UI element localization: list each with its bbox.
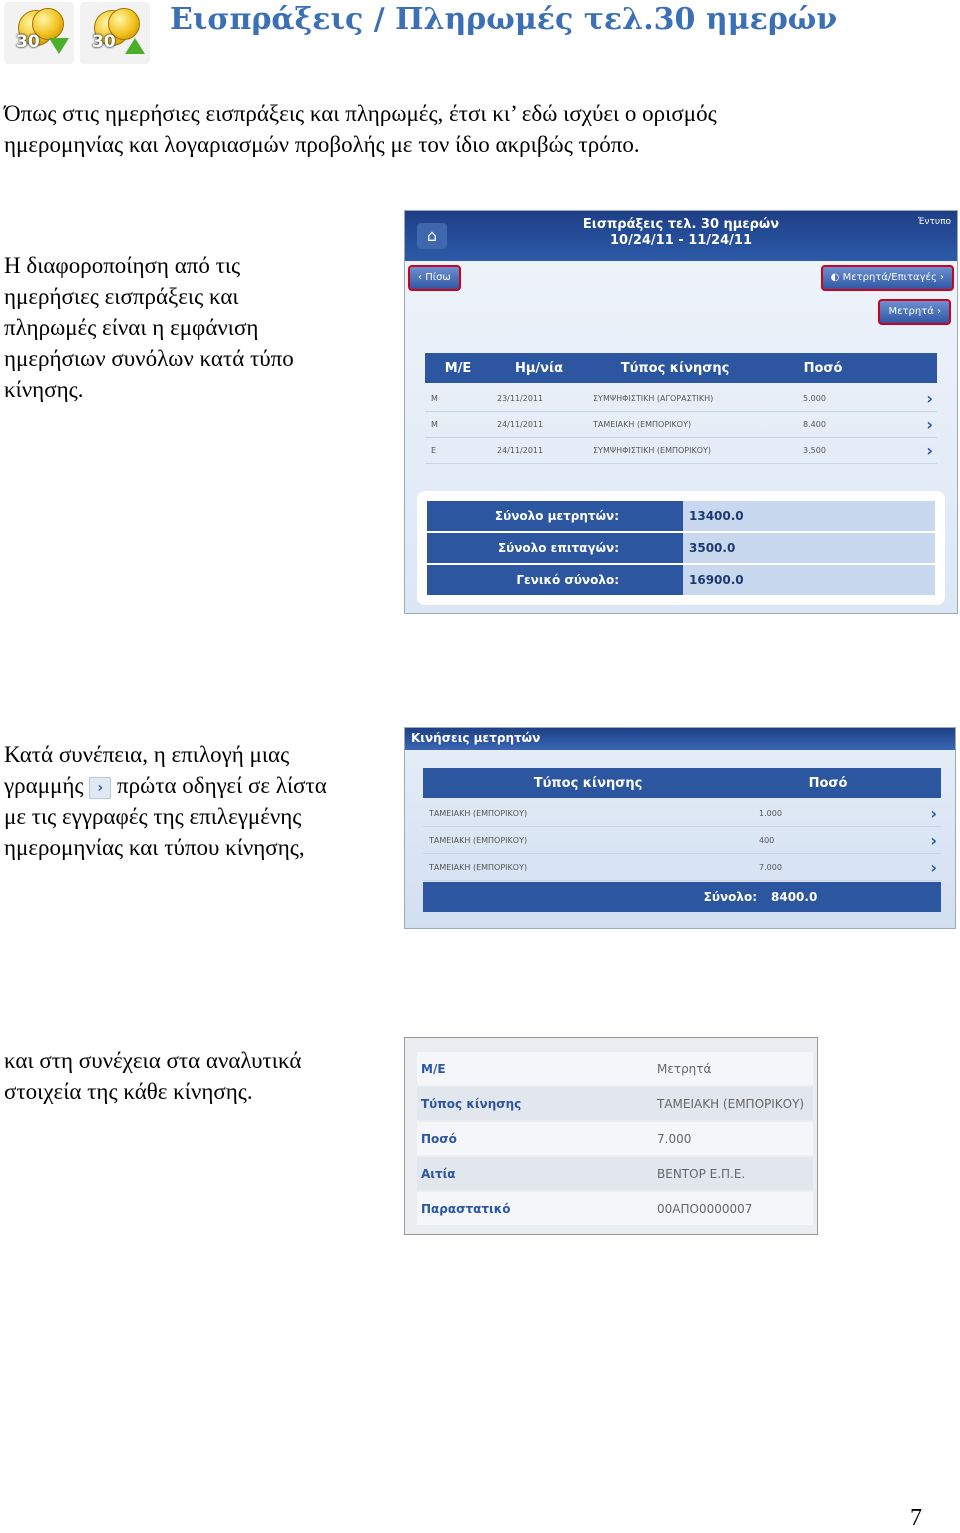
table-header: Τύπος κίνησης Ποσό [423,768,941,798]
coins-30-down-icon: 30 [4,2,74,64]
selection-paragraph: Κατά συνέπεια, η επιλογή μιας γραμμής › πρώτα οδηγεί σε λίστα με τις εγγραφές της επιλεγμένης ημερομηνίας και τύπου κίνησης, [4,742,327,860]
table-row[interactable]: Μ 24/11/2011 ΤΑΜΕΙΑΚΗ (ΕΜΠΟΡΙΚΟΥ) 8.400 › [425,411,937,438]
cash-cheques-button[interactable]: ◐ Μετρητά/Επιταγές › [821,265,954,291]
table-row[interactable]: Μ 23/11/2011 ΣΥΜΨΗΦΙΣΤΙΚΗ (ΑΓΟΡΑΣΤΙΚΗ) 5.000 › [425,385,937,412]
detail-row: Μ/Ε Μετρητά [417,1052,813,1085]
screen-title: Κινήσεις μετρητών [411,731,541,745]
total-row: Σύνολο μετρητών: 13400.0 [427,501,935,531]
detail-paragraph: και στη συνέχεια στα αναλυτικά στοιχεία της κάθε κίνησης. [4,1048,302,1104]
print-link[interactable]: Έντυπο [917,217,951,227]
chevron-right-icon: › [89,777,111,799]
page-number: 7 [910,1505,922,1531]
screenshot-cash-movements [404,727,956,929]
back-button[interactable]: ‹ Πίσω [408,265,461,291]
total-row: Σύνολο: 8400.0 [423,882,941,912]
chevron-right-icon[interactable]: › [930,857,937,877]
table-row[interactable]: Ε 24/11/2011 ΣΥΜΨΗΦΙΣΤΙΚΗ (ΕΜΠΟΡΙΚΟΥ) 3.500 › [425,437,937,464]
screenshot-movement-details [404,1037,818,1235]
total-row: Σύνολο επιταγών: 3500.0 [427,533,935,563]
totals-box [417,491,945,605]
intro-paragraph: Όπως στις ημερήσιες εισπράξεις και πληρωμές, έτσι κι’ εδώ ισχύει ο ορισμός ημερομηνίας και λογαριασμών προβολής με τον ίδιο ακριβώς τρόπο. [4,101,717,157]
difference-paragraph: Η διαφοροποίηση από τις ημερήσιες εισπράξεις και πληρωμές είναι η εμφάνιση ημερήσιων συνόλων κατά τύπο κίνησης. [4,253,294,402]
chevron-right-icon[interactable]: › [930,830,937,850]
detail-row: Αιτία ΒΕΝΤΟΡ Ε.Π.Ε. [417,1157,813,1190]
chevron-right-icon[interactable]: › [926,414,933,434]
chevron-right-icon[interactable]: › [926,388,933,408]
screenshot-30-day-receipts [404,210,958,614]
total-row: Γενικό σύνολο: 16900.0 [427,565,935,595]
table-row[interactable]: ΤΑΜΕΙΑΚΗ (ΕΜΠΟΡΙΚΟΥ) 400 › [423,827,941,854]
table-header: Μ/Ε Ημ/νία Τύπος κίνησης Ποσό [425,353,937,383]
coins-30-up-icon: 30 [80,2,150,64]
detail-row: Παραστατικό 00ΑΠΟ0000007 [417,1192,813,1225]
detail-row: Ποσό 7.000 [417,1122,813,1155]
screen-title: Εισπράξεις τελ. 30 ημερών 10/24/11 - 11/24/11 [582,217,780,248]
chevron-right-icon[interactable]: › [926,440,933,460]
table-row[interactable]: ΤΑΜΕΙΑΚΗ (ΕΜΠΟΡΙΚΟΥ) 1.000 › [423,800,941,827]
detail-row: Τύπος κίνησης ΤΑΜΕΙΑΚΗ (ΕΜΠΟΡΙΚΟΥ) [417,1087,813,1120]
page-title: Εισπράξεις / Πληρωμές τελ.30 ημερών [170,2,838,37]
home-icon[interactable]: ⌂ [417,223,447,249]
chevron-right-icon[interactable]: › [930,803,937,823]
table-row[interactable]: ΤΑΜΕΙΑΚΗ (ΕΜΠΟΡΙΚΟΥ) 7.000 › [423,854,941,881]
cash-button[interactable]: Μετρητά › [878,299,951,325]
